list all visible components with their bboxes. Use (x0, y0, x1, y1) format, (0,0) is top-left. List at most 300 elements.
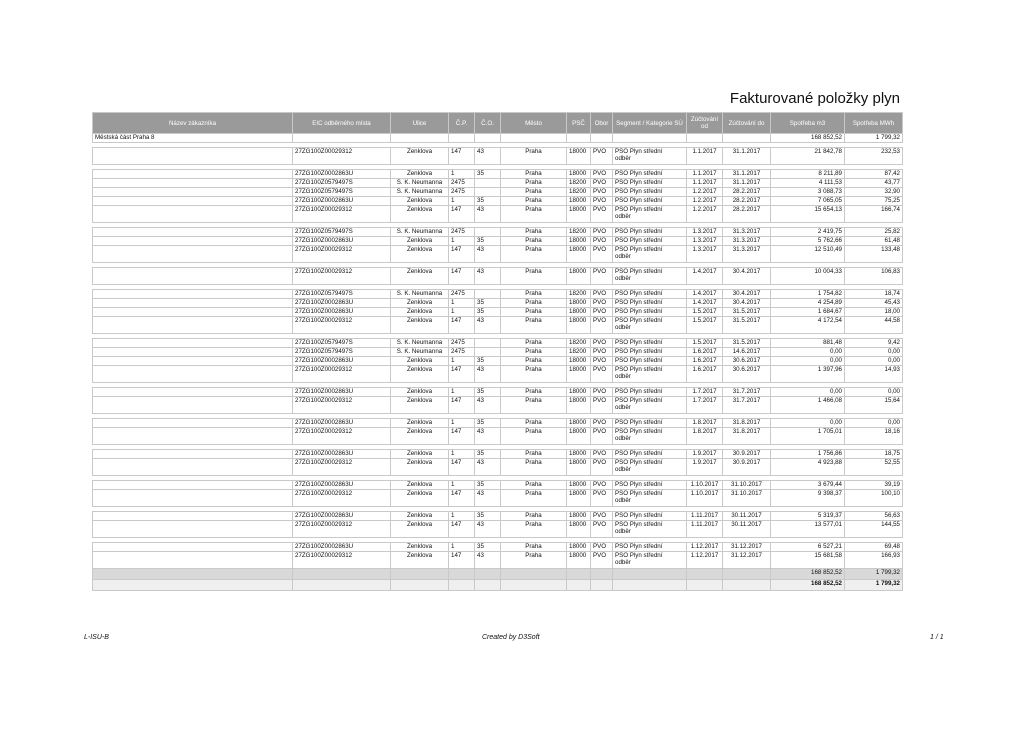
segment-line-1: PSO Plyn střední (615, 317, 663, 324)
consumption-m3-cell: 1 754,82 (771, 290, 845, 299)
table-row (93, 512, 903, 521)
orientation-number-cell: 43 (475, 317, 501, 334)
period-from-cell: 1.8.2017 (687, 419, 723, 428)
house-number-cell: 1 (449, 237, 475, 246)
consumption-mwh-cell: 75,25 (845, 197, 903, 206)
column-header: Segment / Kategorie SÚ (613, 113, 687, 134)
segment-cell (613, 246, 687, 263)
segment-cell (613, 148, 687, 165)
field-cell: PVO (591, 490, 613, 507)
period-to-cell: 31.8.2017 (723, 428, 771, 445)
postal-code-cell: 18000 (567, 246, 591, 263)
field-cell: PVO (591, 481, 613, 490)
street-cell: Zenklova (391, 308, 449, 317)
field-cell: PVO (591, 228, 613, 237)
field-cell: PVO (591, 388, 613, 397)
segment-line-1: PSO Plyn střední (615, 366, 663, 373)
field-cell: PVO (591, 179, 613, 188)
street-cell: Zenklova (391, 459, 449, 476)
house-number-cell: 147 (449, 490, 475, 507)
table-row (93, 552, 903, 569)
section-total-mwh: 1 799,32 (845, 134, 903, 143)
eic-cell: 27ZG100Z00029312 (293, 459, 391, 476)
consumption-mwh-cell: 166,93 (845, 552, 903, 569)
segment-line-1: PSO Plyn střední (615, 481, 663, 488)
segment-line-2: odběr (615, 404, 631, 412)
field-cell: PVO (591, 357, 613, 366)
consumption-mwh-cell: 18,16 (845, 428, 903, 445)
field-cell: PVO (591, 197, 613, 206)
period-from-cell: 1.1.2017 (687, 179, 723, 188)
grand-totals-row (93, 580, 903, 591)
house-number-cell: 147 (449, 459, 475, 476)
period-to-cell: 30.4.2017 (723, 268, 771, 285)
period-to-cell: 31.10.2017 (723, 490, 771, 507)
postal-code-cell: 18000 (567, 543, 591, 552)
consumption-m3-cell: 0,00 (771, 357, 845, 366)
orientation-number-cell (475, 348, 501, 357)
name-cell (93, 348, 293, 357)
segment-cell (613, 366, 687, 383)
postal-code-cell: 18000 (567, 397, 591, 414)
city-cell: Praha (501, 490, 567, 507)
house-number-cell: 1 (449, 543, 475, 552)
eic-cell: 27ZG100Z00029312 (293, 397, 391, 414)
city-cell: Praha (501, 339, 567, 348)
period-from-cell: 1.4.2017 (687, 268, 723, 285)
segment-cell (613, 339, 687, 348)
segment-line-1: PSO Plyn střední (615, 148, 663, 155)
street-cell: Zenklova (391, 170, 449, 179)
table-row (93, 170, 903, 179)
period-to-cell: 31.5.2017 (723, 339, 771, 348)
orientation-number-cell: 43 (475, 552, 501, 569)
table-row (93, 179, 903, 188)
street-cell: Zenklova (391, 246, 449, 263)
field-cell: PVO (591, 543, 613, 552)
house-number-cell: 147 (449, 317, 475, 334)
period-to-cell: 31.5.2017 (723, 317, 771, 334)
period-from-cell: 1.6.2017 (687, 348, 723, 357)
eic-cell: 27ZG100Z0579497S (293, 179, 391, 188)
house-number-cell: 147 (449, 552, 475, 569)
period-to-cell: 31.1.2017 (723, 170, 771, 179)
city-cell: Praha (501, 317, 567, 334)
consumption-mwh-cell: 69,48 (845, 543, 903, 552)
grand-total-m3: 168 852,52 (771, 580, 845, 591)
period-to-cell: 30.4.2017 (723, 290, 771, 299)
house-number-cell: 2475 (449, 339, 475, 348)
consumption-mwh-cell: 18,74 (845, 290, 903, 299)
postal-code-cell: 18000 (567, 299, 591, 308)
segment-line-2: odběr (615, 275, 631, 283)
name-cell (93, 206, 293, 223)
street-cell: Zenklova (391, 366, 449, 383)
segment-line-2: odběr (615, 155, 631, 163)
street-cell: Zenklova (391, 521, 449, 538)
street-cell: Zenklova (391, 317, 449, 334)
name-cell (93, 246, 293, 263)
name-cell (93, 308, 293, 317)
segment-line-1: PSO Plyn střední (615, 552, 663, 559)
house-number-cell: 2475 (449, 348, 475, 357)
orientation-number-cell: 43 (475, 366, 501, 383)
consumption-mwh-cell: 18,75 (845, 450, 903, 459)
segment-cell (613, 299, 687, 308)
orientation-number-cell: 43 (475, 490, 501, 507)
house-number-cell: 1 (449, 308, 475, 317)
field-cell: PVO (591, 246, 613, 263)
consumption-mwh-cell: 39,19 (845, 481, 903, 490)
period-from-cell: 1.9.2017 (687, 450, 723, 459)
consumption-mwh-cell: 56,63 (845, 512, 903, 521)
house-number-cell: 147 (449, 428, 475, 445)
period-to-cell: 31.12.2017 (723, 552, 771, 569)
name-cell (93, 552, 293, 569)
house-number-cell: 147 (449, 148, 475, 165)
period-to-cell: 14.6.2017 (723, 348, 771, 357)
field-cell: PVO (591, 419, 613, 428)
period-to-cell: 30.11.2017 (723, 521, 771, 538)
orientation-number-cell: 35 (475, 419, 501, 428)
name-cell (93, 170, 293, 179)
orientation-number-cell: 35 (475, 450, 501, 459)
segment-cell (613, 357, 687, 366)
orientation-number-cell: 35 (475, 197, 501, 206)
consumption-m3-cell: 5 762,66 (771, 237, 845, 246)
period-from-cell: 1.6.2017 (687, 366, 723, 383)
eic-cell: 27ZG100Z0002863U (293, 197, 391, 206)
city-cell: Praha (501, 366, 567, 383)
eic-cell: 27ZG100Z00029312 (293, 490, 391, 507)
consumption-m3-cell: 9 398,37 (771, 490, 845, 507)
consumption-m3-cell: 5 319,37 (771, 512, 845, 521)
house-number-cell: 2475 (449, 290, 475, 299)
consumption-mwh-cell: 0,00 (845, 388, 903, 397)
table-row (93, 299, 903, 308)
period-to-cell: 31.3.2017 (723, 246, 771, 263)
period-to-cell: 31.7.2017 (723, 388, 771, 397)
period-to-cell: 31.12.2017 (723, 543, 771, 552)
consumption-mwh-cell: 100,10 (845, 490, 903, 507)
eic-cell: 27ZG100Z00029312 (293, 366, 391, 383)
segment-line-2: odběr (615, 528, 631, 536)
column-header: PSČ (567, 113, 591, 134)
column-header: Spotřeba MWh (845, 113, 903, 134)
header-row (93, 113, 903, 134)
period-from-cell: 1.12.2017 (687, 543, 723, 552)
section-total-m3: 168 852,52 (771, 134, 845, 143)
eic-cell: 27ZG100Z0579497S (293, 188, 391, 197)
name-cell (93, 357, 293, 366)
postal-code-cell: 18200 (567, 228, 591, 237)
eic-cell: 27ZG100Z0002863U (293, 419, 391, 428)
table-row (93, 148, 903, 165)
orientation-number-cell (475, 179, 501, 188)
segment-cell (613, 206, 687, 223)
house-number-cell: 1 (449, 481, 475, 490)
totals-row (93, 569, 903, 580)
grand-total-mwh: 1 799,32 (845, 580, 903, 591)
table-row (93, 317, 903, 334)
name-cell (93, 459, 293, 476)
consumption-m3-cell: 0,00 (771, 388, 845, 397)
city-cell: Praha (501, 481, 567, 490)
house-number-cell: 147 (449, 366, 475, 383)
name-cell (93, 366, 293, 383)
segment-line-2: odběr (615, 373, 631, 381)
segment-line-2: odběr (615, 213, 631, 221)
house-number-cell: 147 (449, 268, 475, 285)
city-cell: Praha (501, 521, 567, 538)
period-from-cell: 1.10.2017 (687, 481, 723, 490)
table-row (93, 543, 903, 552)
footer-center: Created by D3Soft (482, 634, 540, 641)
segment-cell (613, 188, 687, 197)
orientation-number-cell: 43 (475, 459, 501, 476)
city-cell: Praha (501, 206, 567, 223)
city-cell: Praha (501, 450, 567, 459)
street-cell: Zenklova (391, 552, 449, 569)
consumption-m3-cell: 4 254,89 (771, 299, 845, 308)
table-row (93, 237, 903, 246)
period-to-cell: 30.4.2017 (723, 299, 771, 308)
eic-cell: 27ZG100Z0002863U (293, 512, 391, 521)
column-header: Č.P. (449, 113, 475, 134)
field-cell: PVO (591, 237, 613, 246)
period-to-cell: 30.9.2017 (723, 459, 771, 476)
period-from-cell: 1.4.2017 (687, 290, 723, 299)
period-to-cell: 28.2.2017 (723, 206, 771, 223)
name-cell (93, 481, 293, 490)
segment-cell (613, 459, 687, 476)
segment-cell (613, 490, 687, 507)
period-to-cell: 31.1.2017 (723, 148, 771, 165)
name-cell (93, 268, 293, 285)
field-cell: PVO (591, 148, 613, 165)
orientation-number-cell (475, 228, 501, 237)
street-cell: Zenklova (391, 419, 449, 428)
table-row (93, 308, 903, 317)
name-cell (93, 188, 293, 197)
name-cell (93, 397, 293, 414)
name-cell (93, 299, 293, 308)
period-to-cell: 30.11.2017 (723, 512, 771, 521)
name-cell (93, 490, 293, 507)
city-cell: Praha (501, 388, 567, 397)
street-cell: Zenklova (391, 357, 449, 366)
orientation-number-cell: 35 (475, 388, 501, 397)
period-from-cell: 1.1.2017 (687, 148, 723, 165)
consumption-mwh-cell: 9,42 (845, 339, 903, 348)
period-to-cell: 31.7.2017 (723, 397, 771, 414)
segment-line-2: odběr (615, 324, 631, 332)
period-to-cell: 31.3.2017 (723, 237, 771, 246)
consumption-mwh-cell: 14,93 (845, 366, 903, 383)
field-cell: PVO (591, 397, 613, 414)
table-row (93, 188, 903, 197)
consumption-m3-cell: 15 681,58 (771, 552, 845, 569)
postal-code-cell: 18000 (567, 419, 591, 428)
period-from-cell: 1.3.2017 (687, 237, 723, 246)
house-number-cell: 2475 (449, 188, 475, 197)
name-cell (93, 339, 293, 348)
segment-line-1: PSO Plyn střední (615, 348, 663, 355)
footer-left: L-ISU-B (84, 634, 109, 641)
name-cell (93, 521, 293, 538)
segment-line-1: PSO Plyn střední (615, 228, 663, 235)
eic-cell: 27ZG100Z0002863U (293, 237, 391, 246)
consumption-mwh-cell: 25,82 (845, 228, 903, 237)
column-header: Ulice (391, 113, 449, 134)
city-cell: Praha (501, 237, 567, 246)
field-cell: PVO (591, 512, 613, 521)
street-cell: Zenklova (391, 543, 449, 552)
column-header: Spotřeba m3 (771, 113, 845, 134)
street-cell: Zenklova (391, 428, 449, 445)
total-mwh: 1 799,32 (845, 569, 903, 580)
name-cell (93, 197, 293, 206)
consumption-m3-cell: 3 679,44 (771, 481, 845, 490)
field-cell: PVO (591, 299, 613, 308)
period-to-cell: 30.6.2017 (723, 357, 771, 366)
table-row (93, 246, 903, 263)
postal-code-cell: 18000 (567, 308, 591, 317)
period-from-cell: 1.3.2017 (687, 228, 723, 237)
table-row (93, 197, 903, 206)
section-row (93, 134, 903, 143)
street-cell: Zenklova (391, 450, 449, 459)
column-header: Název zákazníka (93, 113, 293, 134)
orientation-number-cell: 35 (475, 481, 501, 490)
eic-cell: 27ZG100Z0579497S (293, 290, 391, 299)
consumption-m3-cell: 1 466,08 (771, 397, 845, 414)
eic-cell: 27ZG100Z00029312 (293, 268, 391, 285)
house-number-cell: 1 (449, 388, 475, 397)
street-cell: Zenklova (391, 512, 449, 521)
period-from-cell: 1.2.2017 (687, 206, 723, 223)
segment-line-1: PSO Plyn střední (615, 490, 663, 497)
postal-code-cell: 18000 (567, 512, 591, 521)
city-cell: Praha (501, 552, 567, 569)
period-from-cell: 1.11.2017 (687, 512, 723, 521)
consumption-mwh-cell: 133,48 (845, 246, 903, 263)
segment-cell (613, 397, 687, 414)
segment-cell (613, 317, 687, 334)
period-to-cell: 28.2.2017 (723, 188, 771, 197)
segment-cell (613, 228, 687, 237)
consumption-mwh-cell: 166,74 (845, 206, 903, 223)
segment-line-1: PSO Plyn střední (615, 197, 663, 204)
field-cell: PVO (591, 317, 613, 334)
table-row (93, 366, 903, 383)
page-number: 1 / 1 (930, 634, 944, 641)
segment-cell (613, 419, 687, 428)
segment-line-1: PSO Plyn střední (615, 268, 663, 275)
column-header: Obor (591, 113, 613, 134)
orientation-number-cell: 35 (475, 170, 501, 179)
postal-code-cell: 18000 (567, 388, 591, 397)
segment-line-2: odběr (615, 559, 631, 567)
house-number-cell: 1 (449, 419, 475, 428)
eic-cell: 27ZG100Z0002863U (293, 388, 391, 397)
total-m3: 168 852,52 (771, 569, 845, 580)
eic-cell: 27ZG100Z0002863U (293, 308, 391, 317)
column-header: EIC odběrného místa (293, 113, 391, 134)
consumption-m3-cell: 10 004,33 (771, 268, 845, 285)
segment-cell (613, 543, 687, 552)
orientation-number-cell: 43 (475, 521, 501, 538)
consumption-m3-cell: 6 527,21 (771, 543, 845, 552)
period-from-cell: 1.2.2017 (687, 188, 723, 197)
city-cell: Praha (501, 188, 567, 197)
period-from-cell: 1.12.2017 (687, 552, 723, 569)
street-cell: Zenklova (391, 206, 449, 223)
house-number-cell: 147 (449, 206, 475, 223)
segment-line-1: PSO Plyn střední (615, 188, 663, 195)
eic-cell: 27ZG100Z0002863U (293, 357, 391, 366)
segment-line-1: PSO Plyn střední (615, 206, 663, 213)
period-from-cell: 1.6.2017 (687, 357, 723, 366)
field-cell: PVO (591, 290, 613, 299)
eic-cell: 27ZG100Z0579497S (293, 228, 391, 237)
consumption-m3-cell: 13 577,01 (771, 521, 845, 538)
house-number-cell: 1 (449, 357, 475, 366)
section-name: Městská část Praha 8 (93, 134, 293, 143)
consumption-m3-cell: 1 756,86 (771, 450, 845, 459)
period-from-cell: 1.3.2017 (687, 246, 723, 263)
eic-cell: 27ZG100Z0002863U (293, 450, 391, 459)
postal-code-cell: 18200 (567, 290, 591, 299)
consumption-mwh-cell: 43,77 (845, 179, 903, 188)
segment-cell (613, 348, 687, 357)
period-from-cell: 1.4.2017 (687, 299, 723, 308)
orientation-number-cell: 35 (475, 237, 501, 246)
orientation-number-cell (475, 290, 501, 299)
segment-line-1: PSO Plyn střední (615, 521, 663, 528)
orientation-number-cell: 43 (475, 428, 501, 445)
city-cell: Praha (501, 290, 567, 299)
segment-cell (613, 268, 687, 285)
consumption-mwh-cell: 232,53 (845, 148, 903, 165)
consumption-mwh-cell: 61,48 (845, 237, 903, 246)
postal-code-cell: 18000 (567, 459, 591, 476)
segment-line-2: odběr (615, 466, 631, 474)
city-cell: Praha (501, 428, 567, 445)
consumption-m3-cell: 1 705,01 (771, 428, 845, 445)
field-cell: PVO (591, 428, 613, 445)
eic-cell: 27ZG100Z0002863U (293, 299, 391, 308)
consumption-m3-cell: 8 211,89 (771, 170, 845, 179)
report-title: Fakturované položky plyn (729, 90, 900, 107)
orientation-number-cell: 43 (475, 148, 501, 165)
period-from-cell: 1.1.2017 (687, 170, 723, 179)
street-cell: S. K. Neumanna (391, 228, 449, 237)
segment-cell (613, 290, 687, 299)
consumption-m3-cell: 4 111,53 (771, 179, 845, 188)
segment-line-2: odběr (615, 497, 631, 505)
segment-line-1: PSO Plyn střední (615, 339, 663, 346)
column-header: Č.O. (475, 113, 501, 134)
house-number-cell: 1 (449, 299, 475, 308)
postal-code-cell: 18000 (567, 521, 591, 538)
segment-line-2: odběr (615, 435, 631, 443)
consumption-m3-cell: 1 397,96 (771, 366, 845, 383)
city-cell: Praha (501, 246, 567, 263)
city-cell: Praha (501, 357, 567, 366)
postal-code-cell: 18000 (567, 148, 591, 165)
consumption-m3-cell: 12 510,49 (771, 246, 845, 263)
